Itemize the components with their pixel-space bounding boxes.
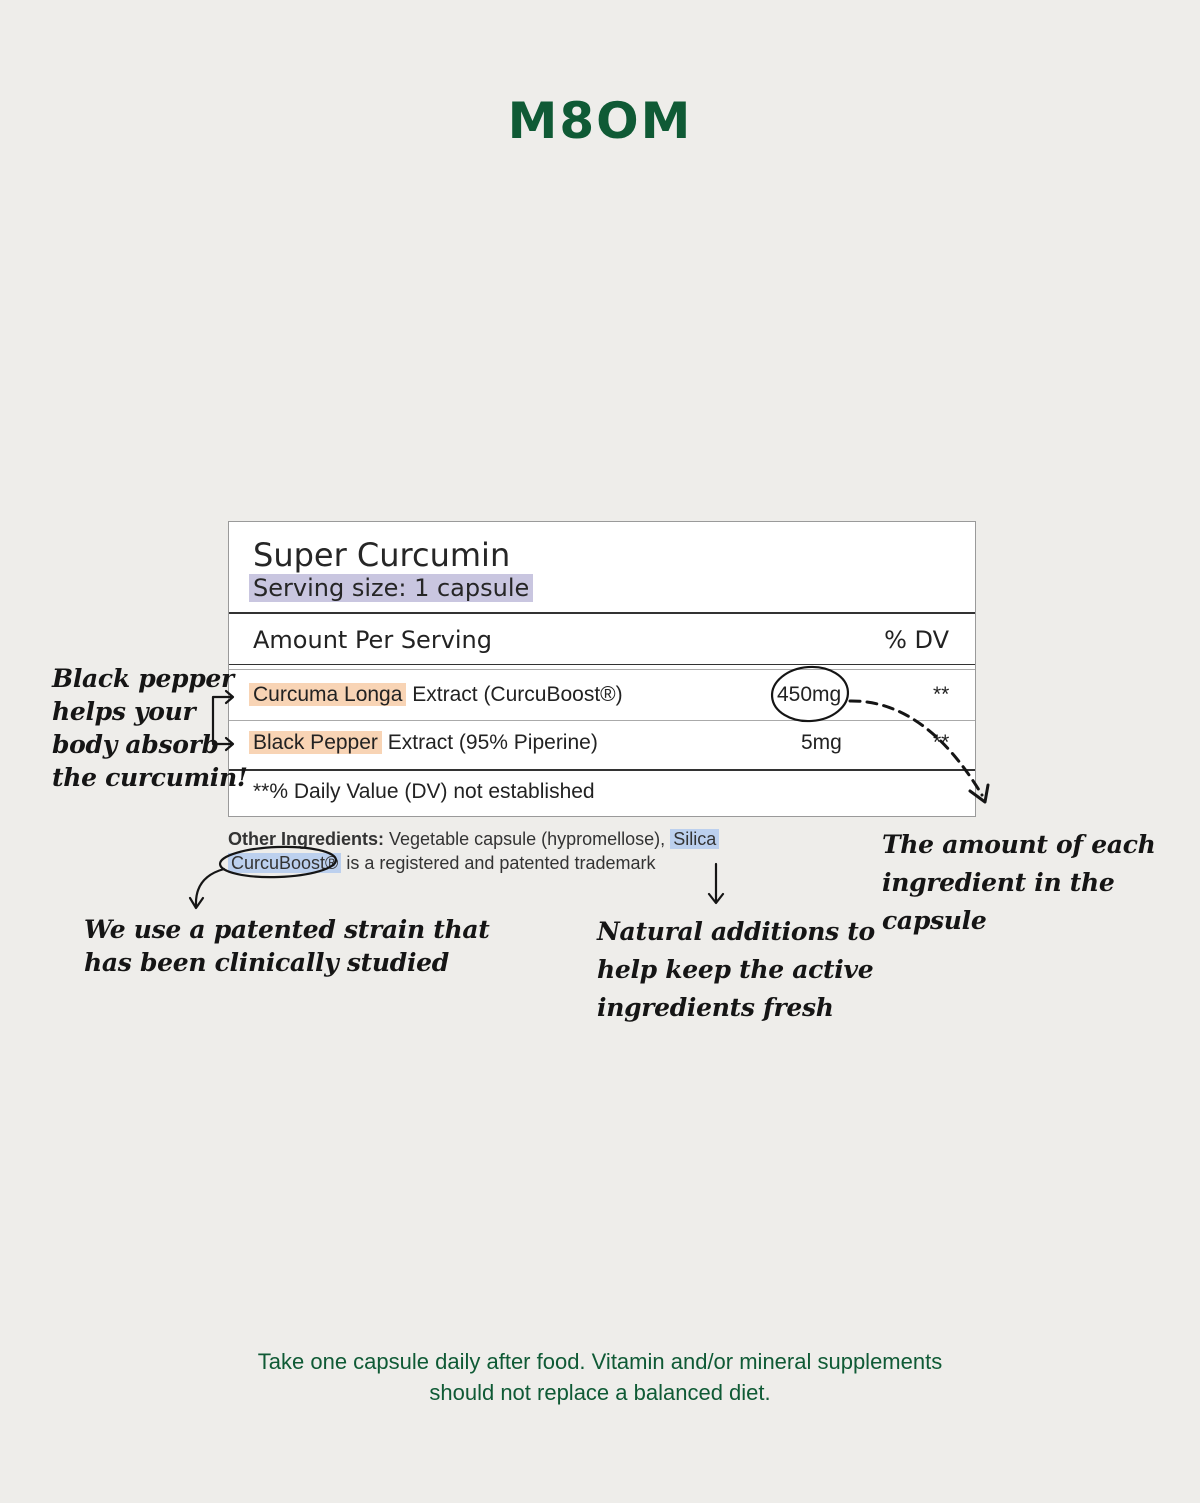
annotation-natural-additions [597,913,875,1027]
ingredient-name [249,683,623,707]
annotation-line: body absorb [52,730,219,759]
annotation-line: We use a patented strain that [84,915,490,944]
strain-arrow [196,869,224,905]
annotation-amount [882,826,1200,940]
ingredient-detail: Extract (CurcuBoost®) [406,683,623,706]
annotation-line: Black pepper [52,664,234,693]
daily-value-header: % DV [884,626,949,654]
annotation-line: Natural additions to [597,917,875,946]
ingredient-amount: 450mg [777,683,842,706]
serving-size: Serving size: 1 capsule [249,574,533,602]
divider [229,612,975,614]
silica-arrow [709,864,723,903]
annotation-line: ingredient in the capsule [882,868,1115,935]
curcuboost-highlight: CurcuBoost® [228,853,341,873]
annotation-line: ingredients fresh [597,993,834,1022]
ingredient-highlight: Black Pepper [249,731,382,754]
annotation-line: has been clinically studied [84,948,449,977]
dv-footnote: **% Daily Value (DV) not established [253,780,595,803]
ingredient-detail: Extract (95% Piperine) [381,731,598,754]
brand-logo: M8OM [507,92,693,150]
trademark-note [228,853,656,874]
amount-per-serving-header: Amount Per Serving [253,626,493,654]
annotation-line: helps your [52,697,196,726]
divider [229,669,975,670]
ingredient-dv: ** [933,683,950,706]
divider [229,664,975,665]
footer-line: Take one capsule daily after food. Vitamin and/or mineral supplements [257,1349,943,1374]
ingredient-amount: 5mg [801,731,842,754]
product-title: Super Curcumin [253,536,511,574]
annotation-line: The amount of each [882,830,1156,859]
silica-highlight: Silica [670,829,719,849]
ingredient-highlight: Curcuma Longa [249,683,406,706]
footer-line: should not replace a balanced diet. [429,1380,771,1405]
ingredient-row-black-pepper [229,720,975,768]
divider [229,769,975,771]
usage-instructions [0,1346,1200,1408]
trademark-text: is a registered and patented trademark [341,853,656,873]
annotation-black-pepper [52,662,248,794]
annotation-line: help keep the active [597,955,874,984]
annotation-line: the curcumin! [52,763,248,792]
other-ingredients-label: Other Ingredients: [228,829,385,849]
ingredient-name [249,731,598,755]
annotation-patented-strain [84,913,490,979]
ingredient-row-curcuma [229,672,975,720]
other-ingredients-text: Vegetable capsule (hypromellose), [384,829,671,849]
supplement-facts-panel [228,521,976,817]
ingredient-dv: ** [933,731,950,754]
other-ingredients [228,829,719,850]
